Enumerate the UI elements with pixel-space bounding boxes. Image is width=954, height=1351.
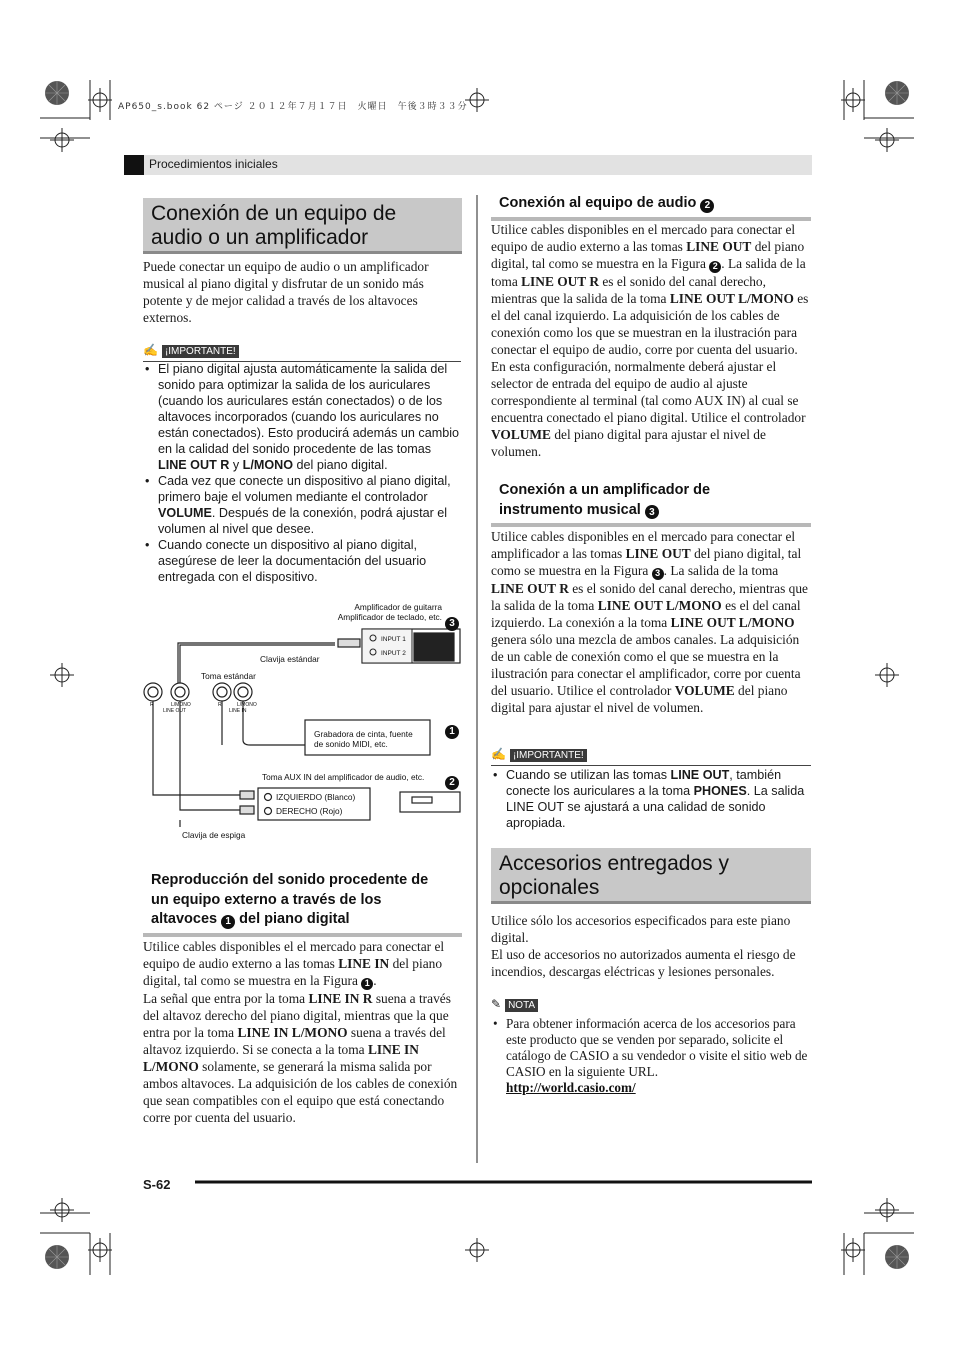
running-header-tab (124, 155, 144, 175)
print-header: AP650_s.book 62 ページ ２０１２年７月１７日 火曜日 午後３時３３分 (118, 102, 468, 112)
sub-title-line-1: Reproducción del sonido procedente de (151, 872, 429, 888)
input2-label: INPUT 2 (381, 650, 406, 657)
nota-box (491, 995, 811, 1013)
important-badge: ¡IMPORTANTE! (510, 749, 587, 762)
title-line-2: audio o un amplificador (151, 226, 369, 249)
acc-p1: Utilice sólo los accesorios especificados para este piano digital. (491, 913, 791, 945)
intro-paragraph: Puede conectar un equipo de audio o un amplificador musical al piano digital y disfrutar de un sonido más potente y de mejor calidad a través de los altavoces externos. (143, 259, 429, 325)
important-box-left (143, 341, 461, 362)
amp-paragraph: Utilice cables disponibles en el mercado para conectar el amplificador a las tomas LINE OUT del piano digital, tal como se muestra en la Figura 3 . La salida de la toma LINE OUT R es el sonido del canal derecho, mientras que la salida de la toma LINE OUT L/MONO es el del canal izquierdo. La conexión a la toma LINE OUT L/MONO genera sólo una mezcla de ambos canales. La adquisición de un cable de conexión como el que se muestra en la ilustración para conectar el amplificador, corre por cuenta del usuario. Utilice el controlador VOLUME del piano digital para ajustar el nivel de volumen. (491, 529, 808, 715)
pin-plug-label: Clavija de espiga (182, 830, 246, 840)
page-number: S-62 (143, 1177, 171, 1192)
section-title-accessories (491, 848, 811, 904)
list-item: • Cuando se utilizan las tomas LINE OUT, también conecte los auriculares a la toma PHONES. La salida LINE OUT se ajustará a una calidad de sonido apropiada. (491, 767, 811, 831)
jack-r2-label: R (218, 702, 222, 708)
important-badge: ¡IMPORTANTE! (162, 345, 239, 358)
section-title-connection (143, 198, 462, 254)
important-rule (491, 765, 811, 766)
list-item: • Para obtener información acerca de los accesorios para este producto que se venden por separado, solicite el catálogo de CASIO a su vendedor o visite el sitio web de CASIO en la siguiente URL. http://world.casio.com/ (491, 1016, 811, 1096)
pencil-icon: ✎ (491, 997, 502, 1011)
sub-title-line-3: altavoces 1 del piano digital (151, 911, 350, 927)
line-out-label: LINE OUT (163, 708, 187, 714)
hand-icon: ✍ (143, 343, 158, 357)
amp-label (326, 602, 442, 622)
input1-label: INPUT 1 (381, 636, 406, 643)
figure-marker-3: 3 (445, 612, 459, 631)
casio-url-link[interactable]: http://world.casio.com/ (506, 1080, 636, 1095)
audio-paragraph: Utilice cables disponibles en el mercado para conectar el equipo de audio externo a las tomas LINE OUT del piano digital, tal como se muestra en la Figura 2 . La salida de la toma LINE OUT R es el sonido del canal derecho, mientras que la salida de la toma LINE OUT L/MONO es el del canal izquierdo. La adquisición de los cables de conexión como los que se muestran en la ilustración para conectar el equipo de audio, corre por cuenta del usuario. En esta configuración, normalmente deberá ajustar el selector de entrada del equipo de audio al ajuste correspondiente al terminal (tal como AUX IN) al cual se encuentra conectado el piano digital. Utilice el controlador VOLUME del piano digital para ajustar el nivel de volumen. (491, 222, 809, 459)
nota-list (491, 1016, 811, 1096)
line-in-label: LINE IN (229, 708, 247, 714)
sub2-title-line-1: Conexión a un amplificador de (499, 482, 711, 498)
acc-p2: El uso de accesorios no autorizados aumenta el riesgo de incendios, descargas eléctricas y lesiones personales. (491, 947, 796, 979)
std-plug-label: Clavija estándar (260, 654, 320, 664)
playback-paragraph: Utilice cables disponibles el el mercado para conectar el equipo de audio externo a las tomas LINE IN del piano digital, tal como se muestra en la Figura 1 . La señal que entra por la toma LINE IN R suena a través del altavoz derecho del piano digital, mientras que la que entra por la toma LINE IN L/MONO suena a través del altavoz izquierdo. Si se conecta a la toma LINE IN L/MONO solamente, se generará la misma salida por ambos altavoces. La adquisición de los cables de conexión que sean compatibles con el equipo que está conectando corre por cuenta del usuario. (143, 939, 458, 1125)
important-list-right (491, 767, 811, 831)
title2-line-2: opcionales (499, 876, 600, 899)
list-item: • Cuando conecte un dispositivo al piano digital, asegúrese de leer la documentación del usuario entregada con el dispositivo. (143, 537, 461, 585)
title-line-1: Conexión de un equipo de (151, 202, 397, 225)
left-white-label: IZQUIERDO (Blanco) (276, 792, 356, 802)
subsection-title-audio: Conexión al equipo de audio 2 (491, 194, 811, 221)
subsection-title-amp (491, 481, 811, 527)
important-list-left (143, 361, 461, 585)
nota-badge: NOTA (505, 999, 538, 1012)
recorder-label-1: Grabadora de cinta, fuente (314, 729, 413, 739)
figure-marker-1: 1 (445, 720, 459, 739)
aux-label: Toma AUX IN del amplificador de audio, etc. (262, 772, 425, 782)
amp-label-1: Amplificador de guitarra (354, 602, 442, 612)
recorder-label (314, 729, 413, 749)
sub-title-line-2: un equipo externo a través de los (151, 891, 382, 908)
list-item: • El piano digital ajusta automáticamente la salida del sonido para optimizar la salida de los auriculares (cuando los auriculares están conectados) o de los altavoces incorporados (cuando los auriculares no están conectados). Esto producirá además un cambio en la calidad del sonido procedente de las tomas LINE OUT R y L/MONO del piano digital. (143, 361, 461, 473)
amp-label-2: Amplificador de teclado, etc. (337, 612, 442, 622)
figure-marker-2: 2 (445, 771, 459, 790)
subsection-title-playback (143, 871, 462, 937)
running-header: Procedimientos iniciales (149, 157, 278, 171)
important-box-right (491, 745, 811, 766)
jack-lmono-label: L/MONO (171, 702, 191, 708)
title2-line-1: Accesorios entregados y (499, 852, 729, 875)
recorder-label-2: de sonido MIDI, etc. (314, 739, 388, 749)
sub2-title-line-2: instrumento musical 3 (499, 501, 811, 521)
jack-r-label: R (150, 702, 154, 708)
accessories-paragraph (491, 912, 811, 980)
hand-icon: ✍ (491, 747, 506, 761)
jack-lmono2-label: L/MONO (237, 702, 257, 708)
std-jack-label: Toma estándar (201, 671, 256, 681)
list-item: • Cada vez que conecte un dispositivo al piano digital, primero baje el volumen mediante el controlador VOLUME. Después de la conexión, podrá ajustar el volumen al nivel que desee. (143, 473, 461, 537)
right-red-label: DERECHO (Rojo) (276, 806, 343, 816)
